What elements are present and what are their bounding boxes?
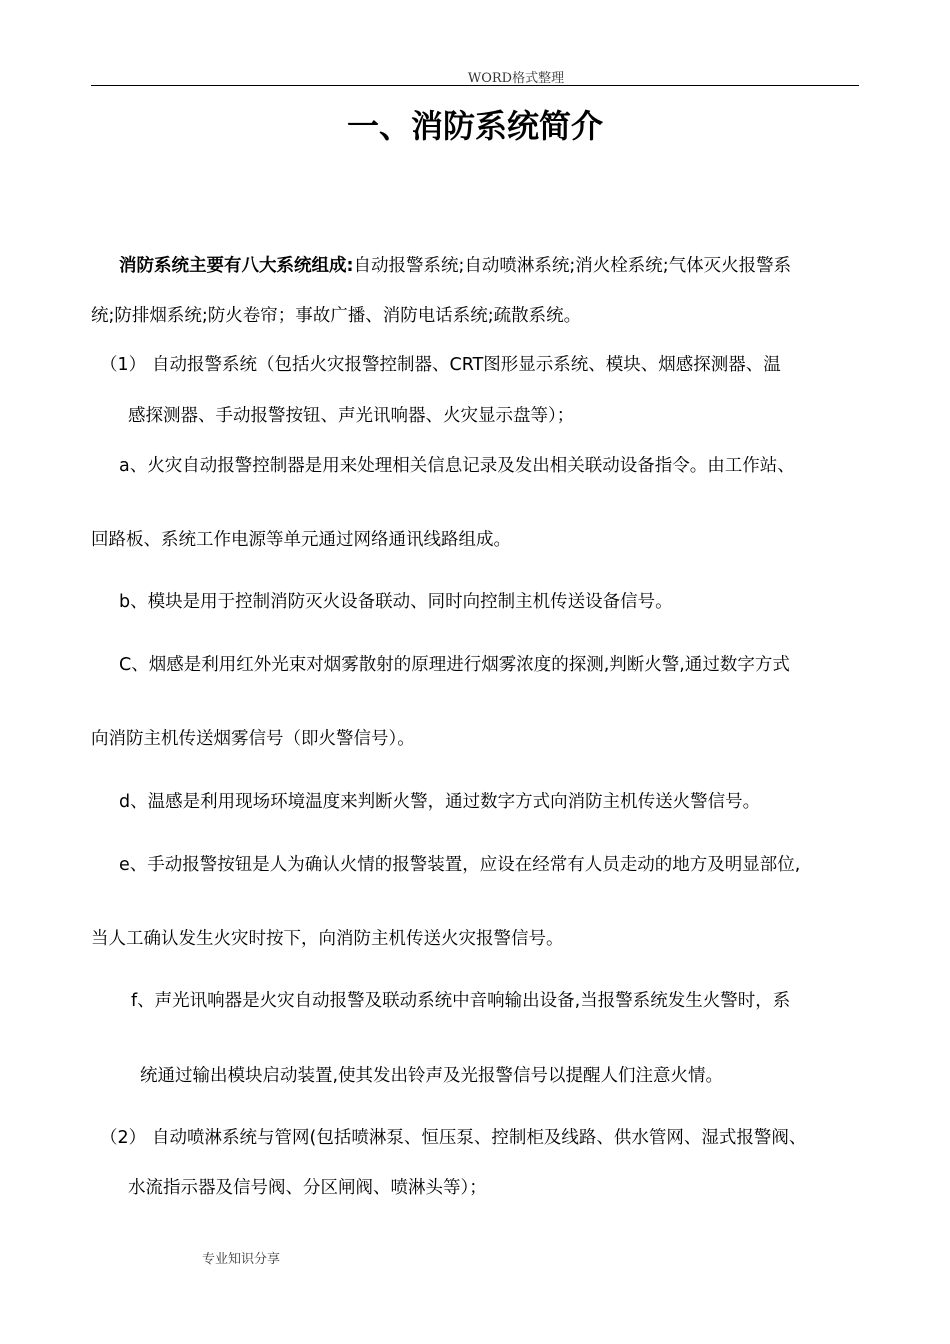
item-e-line-2: 当人工确认发生火灾时按下，向消防主机传送火灾报警信号。 <box>91 929 564 949</box>
section-1-heading-text: 自动报警系统（包括火灾报警控制器、CRT图形显示系统、模块、烟感探测器、温 <box>152 355 781 375</box>
item-f-line-1: f、声光讯响器是火灾自动报警及联动系统中音响输出设备,当报警系统发生火警时，系 <box>131 991 791 1011</box>
intro-line-2: 统;防排烟系统;防火卷帘；事故广播、消防电话系统;疏散系统。 <box>91 306 582 326</box>
item-b-line-1: b、模块是用于控制消防灭火设备联动、同时向控制主机传送设备信号。 <box>119 592 673 612</box>
page-footer: 专业知识分享 <box>202 1252 281 1267</box>
item-e-line-1: e、手动报警按钮是人为确认火情的报警装置，应设在经常有人员走动的地方及明显部位, <box>119 855 801 875</box>
section-2-heading-text: 自动喷淋系统与管网(包括喷淋泵、恒压泵、控制柜及线路、供水管网、湿式报警阀、 <box>152 1128 807 1148</box>
intro-line-1 <box>119 254 791 278</box>
item-f-line-2: 统通过输出模块启动装置,使其发出铃声及光报警信号以提醒人们注意火情。 <box>140 1066 724 1086</box>
section-2-number: （2） <box>100 1128 147 1148</box>
item-c-line-2: 向消防主机传送烟雾信号（即火警信号）。 <box>91 729 415 749</box>
item-c-line-1: C、烟感是利用红外光束对烟雾散射的原理进行烟雾浓度的探测,判断火警,通过数字方式 <box>119 655 790 675</box>
intro-line-1-rest: 自动报警系统;自动喷淋系统;消火栓系统;气体灭火报警系 <box>353 256 792 276</box>
item-a-line-1: a、火灾自动报警控制器是用来处理相关信息记录及发出相关联动设备指令。由工作站、 <box>119 456 795 476</box>
item-a-line-2: 回路板、系统工作电源等单元通过网络通讯线路组成。 <box>91 530 511 550</box>
item-d-line-1: d、温感是利用现场环境温度来判断火警，通过数字方式向消防主机传送火警信号。 <box>119 792 761 812</box>
intro-bold-lead: 消防系统主要有八大系统组成: <box>119 256 354 276</box>
section-1-heading-line-1 <box>100 353 781 377</box>
section-1-heading-line-2: 感探测器、手动报警按钮、声光讯响器、火灾显示盘等）； <box>128 406 575 426</box>
header-divider <box>91 85 859 86</box>
section-2-heading-line-2: 水流指示器及信号阀、分区闸阀、喷淋头等）； <box>128 1178 487 1198</box>
page-title: 一、消防系统简介 <box>346 107 603 145</box>
section-2-heading-line-1 <box>100 1126 806 1150</box>
header-text: WORD格式整理 <box>467 71 565 86</box>
section-1-number: （1） <box>100 355 147 375</box>
